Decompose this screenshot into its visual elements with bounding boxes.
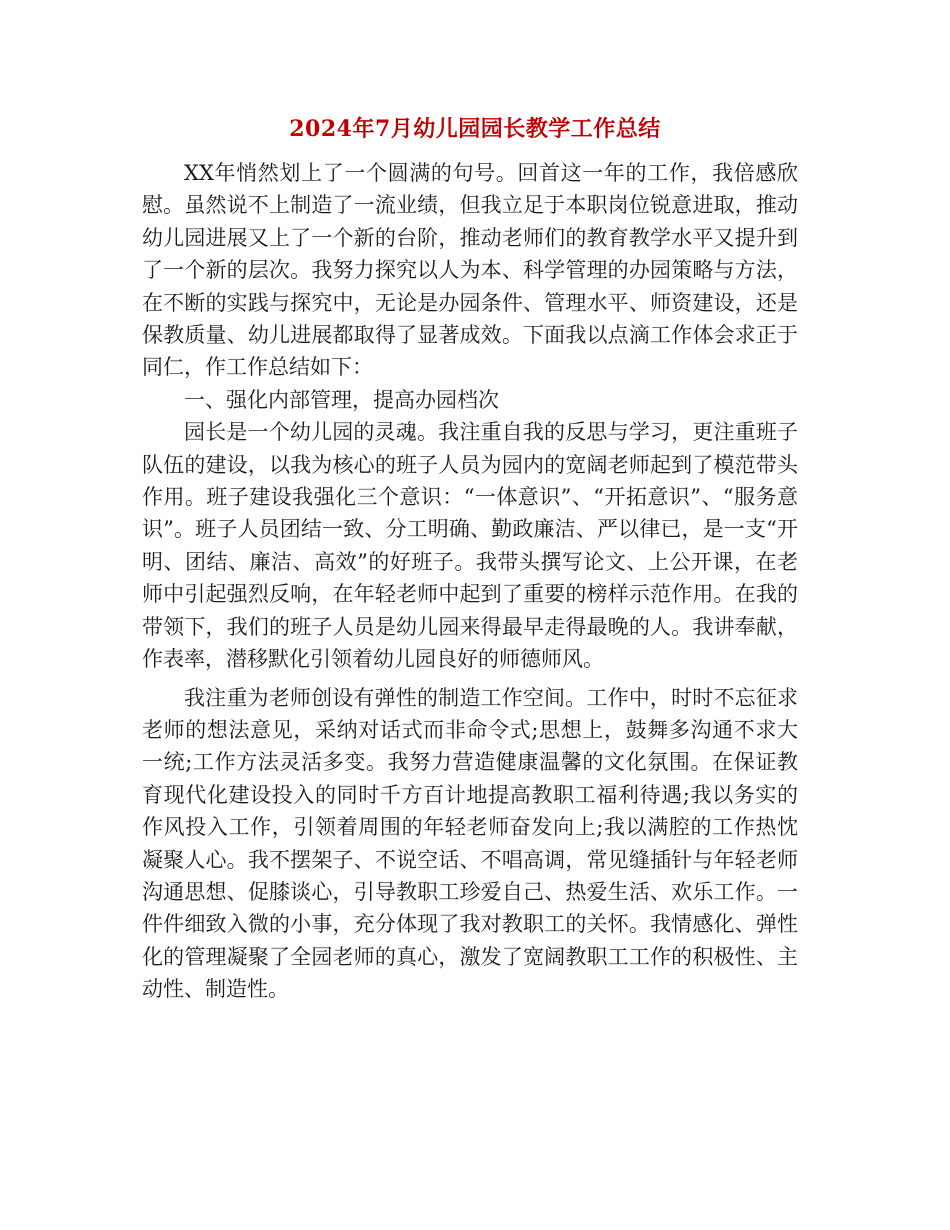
paragraph-work-space: 我注重为老师创设有弹性的制造工作空间。工作中，时时不忘征求老师的想法意见，采纳对话式而非命令式;思想上，鼓舞多沟通不求大一统;工作方法灵活多变。我努力营造健康温馨的文化氛围。在保证教育现代化建设投入的同时千方百计地提高教职工福利待遇;我以务实的作风投入工作，引领着周围的年轻老师奋发向上;我以满腔的工作热忱凝聚人心。我不摆架子、不说空话、不唱高调，常见缝插针与年轻老师沟通思想、促膝谈心，引导教职工珍爱自己、热爱生活、欢乐工作。一件件细致入微的小事，充分体现了我对教职工的关怀。我情感化、弹性化的管理凝聚了全园老师的真心，激发了宽阔教职工工作的积极性、主动性、制造性。	[142, 685, 798, 1002]
section-heading-1: 一、强化内部管理，提高办园档次	[184, 387, 499, 412]
document-title: 2024年7月幼儿园园长教学工作总结	[289, 116, 661, 142]
document-body	[142, 157, 798, 1006]
paragraph-intro: XX年悄然划上了一个圆满的句号。回首这一年的工作，我倍感欣慰。虽然说不上制造了一流业绩，但我立足于本职岗位锐意进取，推动幼儿园进展又上了一个新的台阶，推动老师们的教育教学水平又提升到了一个新的层次。我努力探究以人为本、科学管理的办园策略与方法，在不断的实践与探究中，无论是办园条件、管理水平、师资建设，还是保教质量、幼儿进展都取得了显著成效。下面我以点滴工作体会求正于同仁，作工作总结如下：	[142, 161, 798, 380]
paragraph-leadership: 园长是一个幼儿园的灵魂。我注重自我的反思与学习，更注重班子队伍的建设，以我为核心的班子人员为园内的宽阔老师起到了模范带头作用。班子建设我强化三个意识：“一体意识”、“开拓意识”、“服务意识”。班子人员团结一致、分工明确、勤政廉洁、严以律已，是一支“开明、团结、廉洁、高效”的好班子。我带头撰写论文、上公开课，在老师中引起强烈反响，在年轻老师中起到了重要的榜样示范作用。在我的带领下，我们的班子人员是幼儿园来得最早走得最晚的人。我讲奉献，作表率，潜移默化引领着幼儿园良好的师德师风。	[142, 420, 798, 672]
